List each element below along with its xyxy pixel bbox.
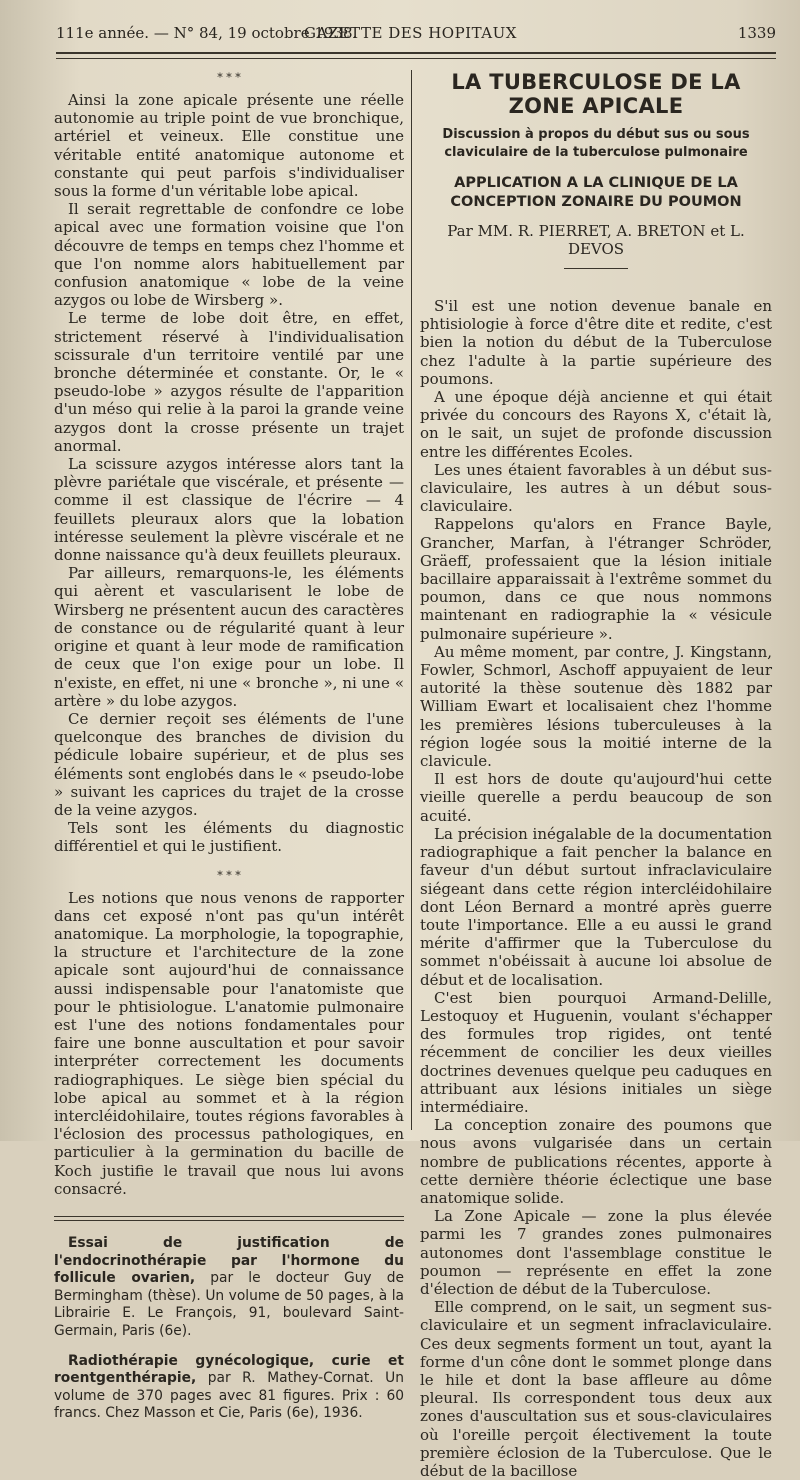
right-column: [420, 68, 772, 1480]
book-notice: [54, 1353, 404, 1423]
paragraph: Ainsi la zone apicale présente une réelle autonomie au triple point de vue bronchique, artériel et veineux. Elle constitue une véritable entité anatomique autonome et constante qui peut parfois s'individualiser sous la forme d'un véritable lobe apical.: [54, 91, 404, 201]
paragraph: La conception zonaire des poumons que nous avons vulgarisée dans un certain nombre de publications récentes, apporte à cette dernière théorie éclectique une base anatomique solide.: [420, 1116, 772, 1207]
paragraph: Tels sont les éléments du diagnostic différentiel et qui le justifient.: [54, 819, 404, 856]
article-authors: Par MM. R. PIERRET, A. BRETON et L. DEVOS: [447, 222, 745, 258]
book-notice-title: Radiothérapie gynécologique, curie et roentgenthérapie,: [54, 1352, 404, 1387]
book-notice-text: par le docteur Guy de Bermingham (thèse). Un volume de 50 pages, à la Librairie E. Le François, 91, boulevard Saint-Germain, Paris (6e).: [54, 1270, 404, 1339]
paragraph: Ce dernier reçoit ses éléments de l'une quelconque des branches de division du pédicule lobaire supérieur, et de plus ses éléments sont englobés dans le « pseudo-lobe » suivant les caprices du trajet de la crosse de la veine azygos.: [54, 709, 404, 819]
paragraph: Il est hors de doute qu'aujourd'hui cette vieille querelle a perdu beaucoup de son acuité.: [420, 770, 772, 825]
header-rule-thin: [56, 58, 776, 59]
paragraph: C'est bien pourquoi Armand-Delille, Lestoquoy et Huguenin, voulant s'échapper des formules trop rigides, ont tenté récemment de concilier les deux vieilles doctrines devenues quelque peu caduques en attribuant aux lésions initiales un siège intermédiaire.: [420, 988, 772, 1116]
book-notice-title: Essai de justification de l'endocrinothérapie par l'hormone du follicule ovarien,: [54, 1234, 404, 1287]
section-stars: * * *: [217, 71, 241, 84]
paragraph: Il serait regrettable de confondre ce lobe apical avec une formation voisine que l'on découvre de temps en temps chez l'homme et que l'on nomme alors habituellement par confusion anatomique « lobe de la veine azygos ou lobe de Wirsberg ».: [54, 200, 404, 310]
page-header: [56, 24, 776, 46]
paragraph: La scissure azygos intéresse alors tant la plèvre pariétale que viscérale, et présente — comme il est classique de l'écrire — 4 feuillets pleuraux alors que la lobation intéresse seulement la plèvre viscérale et ne donne naissance qu'à deux feuillets pleuraux.: [54, 455, 404, 565]
article-title: LA TUBERCULOSE DE LA ZONE APICALE: [451, 70, 741, 118]
journal-name: GAZETTE DES HOPITAUX: [304, 24, 517, 42]
paragraph: Les unes étaient favorables à un début sus-claviculaire, les autres à un début sous-claviculaire.: [420, 460, 772, 516]
paragraph: La précision inégalable de la documentation radiographique a fait pencher la balance en faveur d'un début surtout infraclaviculaire siégeant dans cette région intercléidohilaire dont Léon Bernard a montré après guerre toute l'importance. Elle a eu aussi le grand mérite d'affirmer que la Tuberculose du sommet n'obéissait à aucune loi absolue de début et de localisation.: [420, 824, 772, 989]
paragraph: Les notions que nous venons de rapporter dans cet exposé n'ont pas qu'un intérêt anatomique. La morphologie, la topographie, la structure et l'architecture de la zone apicale sont aujourd'hui de connaissance aussi indispensable pour l'anatomiste que pour le phtisiologue. L'anatomie pulmonaire est l'une des notions fondamentales pour faire une bonne auscultation et pour savoir interpréter correctement les documents radiographiques. Le siège bien spécial du lobe apical au sommet et à la région intercléidohilaire, toutes régions favorables à l'éclosion des processus pathologiques, en particulier à la germination du bacille de Koch justifie le travail que nous lui avons consacré.: [54, 888, 404, 1198]
paragraph: La Zone Apicale — zone la plus élevée parmi les 7 grandes zones pulmonaires autonomes dont l'assemblage constitue le poumon — représente en effet la zone d'élection de début de la Tuberculose.: [420, 1207, 772, 1298]
book-notice-text: par R. Mathey-Cornat. Un volume de 370 pages avec 81 figures. Prix : 60 francs. Chez Masson et Cie, Paris (6e), 1936.: [54, 1370, 404, 1422]
paragraph: A une époque déjà ancienne et qui était privée du concours des Rayons X, c'était là, on le sait, un sujet de profonde discussion entre les différentes Ecoles.: [420, 388, 772, 461]
section-double-rule: [54, 1216, 404, 1221]
issue-info: 111e année. — N° 84, 19 octobre 1938.: [56, 24, 358, 42]
paragraph: Elle comprend, on le sait, un segment sus-claviculaire et un segment infraclaviculaire. Ces deux segments forment un tout, ayant la forme d'un cône dont le sommet plonge dans le hile et dont la base affleure au dôme pleural. Ils correspondent tous deux aux zones d'auscultation sus et sous-claviculaires où l'oreille perçoit électivement la toute première éclosion de la Tuberculose. Que le début de la bacillose: [420, 1298, 772, 1480]
section-heading: APPLICATION A LA CLINIQUE DE LA CONCEPTION ZONAIRE DU POUMON: [450, 175, 742, 210]
book-notice: [54, 1235, 404, 1341]
paragraph: Au même moment, par contre, J. Kingstann, Fowler, Schmorl, Aschoff appuyaient de leur autorité la thèse soutenue dès 1882 par William Ewart et localisaient chez l'homme les premières lésions tuberculeuses à la région logée sous la moitié interne de la clavicule.: [420, 642, 772, 771]
article-subtitle: Discussion à propos du début sus ou sous claviculaire de la tuberculose pulmonaire: [442, 127, 750, 160]
left-column: [54, 68, 404, 1422]
paragraph: Rappelons qu'alors en France Bayle, Grancher, Marfan, à l'étranger Schröder, Gräeff, professaient que la lésion initiale bacillaire apparaissait à l'extrême sommet du poumon, dans ce que nous nommons maintenant en radiographie la « vésicule pulmonaire supérieure ».: [420, 515, 772, 643]
paragraph: Le terme de lobe doit être, en effet, strictement réservé à l'individualisation scissurale d'un territoire ventilé par une bronche déterminée et constante. Or, le « pseudo-lobe » azygos résulte de l'apparition d'un méso qui relie à la paroi la grande veine azygos dont la crosse présente un trajet anormal.: [54, 309, 404, 455]
title-rule: [564, 268, 628, 269]
page-number: 1339: [737, 24, 776, 42]
section-stars: * * *: [217, 868, 241, 882]
column-divider: [411, 70, 412, 1130]
header-rule: [56, 52, 776, 54]
paragraph: Par ailleurs, remarquons-le, les éléments qui aèrent et vascularisent le lobe de Wirsberg ne présentent aucun des caractères de constance ou de régularité quant à leur origine et quant à leur mode de ramification de ceux que l'on exige pour un lobe. Il n'existe, en effet, ni une « bronche », ni une « artère » du lobe azygos.: [54, 564, 404, 710]
paragraph: S'il est une notion devenue banale en phtisiologie à force d'être dite et redite, c'est bien la notion du début de la Tuberculose chez l'adulte à la partie supérieure des poumons.: [420, 297, 772, 388]
